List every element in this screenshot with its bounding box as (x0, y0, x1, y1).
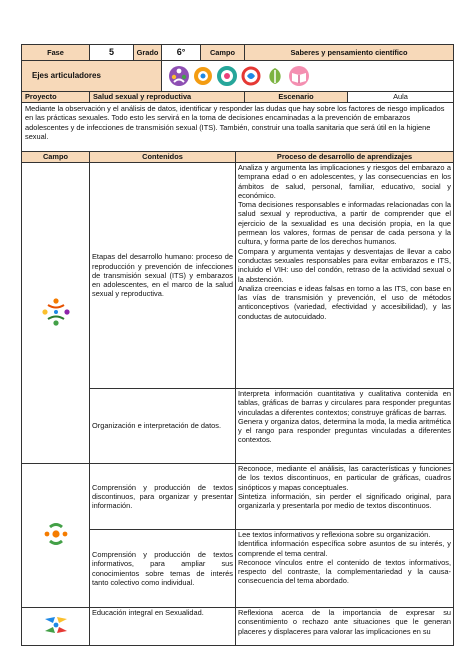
table-row (22, 163, 454, 389)
etica-campo-icon (41, 632, 71, 641)
table-row (22, 464, 454, 530)
header-row (22, 45, 454, 61)
lectura-icon (288, 65, 310, 87)
pda-cell (236, 464, 454, 530)
col-campo: Campo (22, 152, 90, 163)
saberes-campo-icon (41, 320, 71, 329)
pensamiento-critico-icon (192, 65, 214, 87)
pda-cell (236, 389, 454, 464)
pda-cell (236, 530, 454, 608)
proyecto-value: Salud sexual y reproductiva (90, 92, 245, 103)
columns-header-row (22, 152, 454, 163)
campo-icon-cell (22, 608, 90, 646)
pda-item: Sintetiza información, sin perder el significado original, para organizarla y presentarla por medio de textos discontinuos. (238, 491, 451, 511)
contenido-cell: Comprensión y producción de textos discontinuos, para organizar y presentar información. (90, 464, 236, 530)
fase-label: Fase (22, 45, 90, 61)
proyecto-label: Proyecto (22, 92, 90, 103)
planning-document (21, 44, 453, 646)
pda-item: Reconoce vínculos entre el contenido de textos informativos, respecto del contraste, la complementariedad y la causa-consecuencia del tema abordado. (238, 557, 451, 586)
intro-text: Mediante la observación y el análisis de datos, identificar y responder las dudas que hay sobre los factores de riesgo implicados en las prácticas sexuales. Todo esto les servirá en la toma de decisiones encaminadas a la prevención de embarazos adolescentes y de infecciones de transmisión sexual (ITS). También, construir una toalla sanitaria que será útil en la higiene sexual. (22, 103, 454, 152)
escenario-label: Escenario (245, 92, 348, 103)
pda-item: Interpreta información cuantitativa y cualitativa contenida en tablas, gráficas de barras y circulares para responder preguntas vinculadas a diferentes contextos; construye gráficas de barras. (238, 389, 451, 417)
contenido-cell: Etapas del desarrollo humano: proceso de reproducción y prevención de infecciones de transmisión sexual (ITS) y embarazos en adolescentes, en el marco de la salud sexual y reproductiva. (90, 163, 236, 389)
vida-saludable-icon (264, 65, 286, 87)
campo-label: Campo (201, 45, 245, 61)
col-contenidos: Contenidos (90, 152, 236, 163)
igualdad-genero-icon (240, 65, 262, 87)
pda-item: Identifica información específica sobre asuntos de su interés, y comprende el tema central. (238, 539, 451, 558)
grado-label: Grado (134, 45, 162, 61)
ejes-label: Ejes articuladores (22, 61, 162, 92)
interculturalidad-icon (216, 65, 238, 87)
pda-cell (236, 608, 454, 646)
intro-row (22, 103, 454, 152)
pda-cell (236, 163, 454, 389)
planning-table (21, 44, 454, 646)
contenido-cell: Comprensión y producción de textos informativos, para ampliar sus conocimientos sobre temas de interés tanto colectivo como individual. (90, 530, 236, 608)
ejes-icons-cell (162, 61, 454, 92)
pda-item: Reconoce, mediante el análisis, las características y funciones de los textos discontinuos, en particular de gráficas, cuadros sinópticos y mapas conceptuales. (238, 464, 451, 492)
pda-item: Toma decisiones responsables e informadas relacionadas con la salud sexual y reproductiva, a partir de comprender que el ejercicio de la sexualidad es una decisión propia, en la que permean los valores, formas de pensar de cada persona y la cultura, y forma parte de los derechos humanos. (238, 200, 451, 247)
pda-item: Analiza y argumenta las implicaciones y riesgos del embarazo a temprana edad o en adolescentes, y las consecuencias en los ámbitos de salud, personal, familiar, educativo, social y económico. (238, 163, 451, 200)
campo-value: Saberes y pensamiento científico (245, 45, 454, 61)
ejes-row (22, 61, 454, 92)
campo-icon-cell (22, 464, 90, 608)
inclusion-icon (168, 65, 190, 87)
pda-item: Compara y argumenta ventajas y desventajas de llevar a cabo conductas sexuales responsables para evitar embarazos e ITS, incluido el VIH: uso del condón, retraso de la actividad sexual o la abstención. (238, 246, 451, 284)
pda-item: Genera y organiza datos, determina la moda, la media aritmética y el rango para responder preguntas vinculadas a diferentes contextos. (238, 416, 451, 445)
lenguajes-campo-icon (41, 542, 71, 551)
proyecto-row (22, 92, 454, 103)
pda-item: Analiza creencias e ideas falsas en torno a las ITS, con base en las vías de transmisión y prevención, el uso de métodos anticonceptivos (variedad, efectividad y accesibilidad), y las conductas de autocuidado. (238, 283, 451, 321)
pda-item: Reflexiona acerca de la importancia de expresar su consentimiento o rechazo ante situaciones que le generan placeres y displaceres para valorar las implicaciones en su (238, 608, 451, 636)
col-pda: Proceso de desarrollo de aprendizajes (236, 152, 454, 163)
escenario-value: Aula (348, 92, 454, 103)
campo-icon-cell (22, 163, 90, 464)
contenido-cell: Educación integral en Sexualidad. (90, 608, 236, 646)
grado-value: 6° (162, 45, 201, 61)
pda-item: Lee textos informativos y reflexiona sobre su organización. (238, 530, 431, 539)
table-row (22, 608, 454, 646)
fase-value: 5 (90, 45, 134, 61)
contenido-cell: Organización e interpretación de datos. (90, 389, 236, 464)
